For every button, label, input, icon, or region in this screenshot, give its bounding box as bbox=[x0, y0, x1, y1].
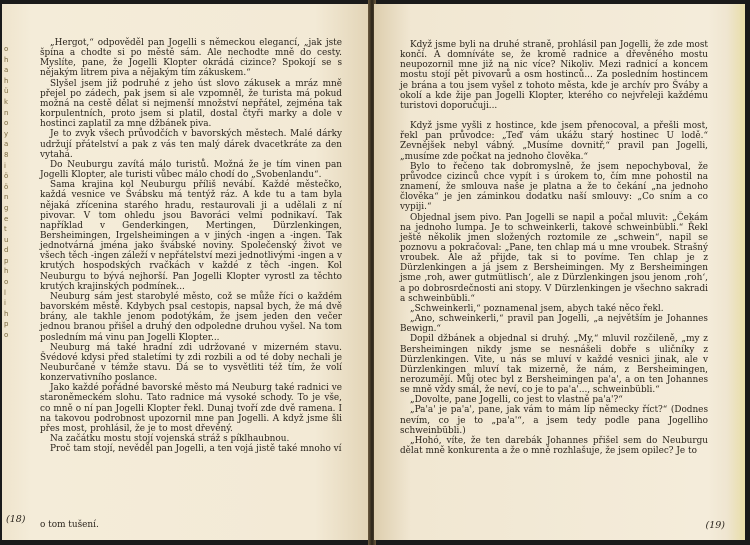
edge-letter: 8 bbox=[4, 150, 9, 159]
edge-letter: i bbox=[4, 161, 6, 170]
paragraph: Objednal jsem pivo. Pan Jogelli se napil a počal mluvit: „Čekám na jednoho lumpa. Je to schweinkerli, takové schweinbübli.“ Řekl ještě několik jmen složených roztomile ze „schwein“, napil se poznovu a pokračoval: „Pane, ten chlap má u mne vroubek. Strašný vroubek. Ale až přijde, tak si to povíme. Ten chlap je z Dürzlenkingen a já jsem z Bersheimingen. My z Bersheimingen jsme ‚roh, awer gutmütlisch‘, ale z Dürzlenkingen jsou jenom ‚roh‘, a po dobrosrdečnosti ani stopy. V Dürzlenkingen je všechno sakradi a schweinbübli.“ bbox=[400, 212, 708, 304]
paragraph: Slyšel jsem již podruhé z jeho úst slovo zákusek a mráz mně přejel po zádech, pak jsem si ale vzpomněl, že turista má pokud možná na cestě dělat si nejmenší množství nepřátel, zejména tak korpulentních, proto jsem si platil, dostal čtyři marky a dole v hostinci zaplatil za mne džbánek piva. bbox=[40, 78, 342, 130]
edge-letter: n bbox=[4, 193, 9, 202]
paragraph: Na začátku mostu stojí vojenská stráž s píklhaubnou. bbox=[50, 434, 290, 445]
paragraph: „Hohó, víte, že ten darebák Johannes přišel sem do Neuburgu dělat mně konkurenta a že o mně rozhlašuje, že jsem opilec? Je to bbox=[400, 435, 708, 457]
right-page bbox=[374, 4, 745, 540]
paragraph: „Pa'a' je pa'a', pane, jak vám to mám líp německy říct?“ (Dodnes nevím, co je to „pa'a'“, a jsem tedy podle pana Jogelliho schweinbübli.) bbox=[400, 405, 708, 436]
edge-letter: g bbox=[4, 203, 9, 212]
paragraph: Proč tam stojí, nevěděl pan Jogelli, a ten vojá jistě také mnoho ví bbox=[50, 444, 342, 455]
edge-letter: h bbox=[4, 309, 9, 318]
paragraph: Dopil džbánek a objednal si druhý. „My,“ mluvil rozčileně, „my z Bersheimingen nikdy jsme se nesnášeli dobře s uličníky z Dürzlenkingen. Vite, u nás se mluví v každé vesnici jinak, ale v Dürzlenkingen mluví tak mizerně, že nám, z Bersheimingen, nerozumějí. Můj otec byl z Bersheimingen pa'a', a on ten Johannes se mně vždy smál, že neví, co je to pa'a'..., schweinbübli.“ bbox=[400, 334, 708, 396]
edge-letter: h bbox=[4, 267, 9, 276]
paragraph: Do Neuburgu zavítá málo turistů. Možná že je tím vinen pan Jogelli Klopter, ale turisti vůbec málo chodí do „Svobenlandu“. bbox=[40, 159, 342, 181]
paragraph: „Schweinkerli,“ poznamenal jsem, abych také něco řekl. bbox=[410, 303, 664, 314]
right-page-text bbox=[400, 40, 708, 456]
edge-letter: a bbox=[4, 140, 9, 149]
left-page-text bbox=[40, 38, 342, 454]
edge-letter: o bbox=[4, 331, 9, 340]
paragraph: Neuburg sám jest starobylé město, což se může říci o každém bavorském městě. Kdybych psal cestopis, napsal bych, že má dvě brány, ale takhle jenom podotýkám, že jsem jeden den večer jednou branou přišel a druhý den odpoledne druhou vyšel. Na tom posledním má vinu pan Jogelli Klopter... bbox=[40, 291, 342, 343]
edge-letter: p bbox=[4, 320, 9, 329]
edge-letter: o bbox=[4, 119, 9, 128]
edge-letter: p bbox=[4, 256, 9, 265]
left-page-number: (18) bbox=[6, 514, 26, 525]
edge-letter: l bbox=[4, 288, 6, 297]
paragraph: Neuburg má také hradní zdi udržované v mizerném stavu. Švédové kdysi před staletími ty zdi rozbili a od té doby nechali je Neuburčané v témže stavu. Dá se to vysvětliti též tím, že volí konzervativního poslance. bbox=[40, 342, 342, 384]
previous-page-edge bbox=[4, 44, 12, 504]
edge-letter: d bbox=[4, 246, 9, 255]
edge-letter: o bbox=[4, 278, 9, 287]
paragraph: Bylo to řečeno tak dobromyslně, že jsem nepochyboval, že průvodce cizinců chce vypít i s úrokem to, čím mne pohostil na znamení, že smlouva naše je platna a že to čekání „na jednoho člověka“ je jen záminkou dodatku naší smlouvy: „Co sním a co vypiji.“ bbox=[400, 161, 708, 213]
paragraph: „Hergot,“ odpověděl pan Jogelli s německou elegancí, „jak jste špína a chodte si po městě sám. Ale nechodte mně do cesty. Myslíte, pane, že Jogelli Klopter okrádá cizince? Spokojí se s nějakým litrem piva a nějakým tím zákuskem.“ bbox=[40, 38, 342, 79]
edge-letter: y bbox=[4, 129, 9, 138]
edge-letter: e bbox=[4, 214, 9, 223]
left-page-last-line: o tom tušení. bbox=[40, 520, 99, 530]
paragraph: Sama krajina kol Neuburgu příliš nevábí. Každé městečko, každá vesnice ve Švábsku má tentýž ráz. A kde tu a tam byla nějaká zřícenina starého hradu, restaurovali ji a udělali z ní pivovar. V tom ohledu jsou Bavoráci velmi podnikaví. Tak například v Genderkingen, Mertingen, Dürzlenkingen, Bersheimingen, Irgelsheimingen a v jiných -ingen a -ingen. Tak jednotvárná jména jako švábské noviny. Společenský život ve všech těch -ingen záleží v nepřátelství mezi jednotlivými -ingen a v krutých hospodských rvačkách v každé z těch -ingen. Kol Neuburgu to bývá nejhorší. Pan Jogelli Klopter vyrostl za těchto krutých krajinských podmínek... bbox=[40, 180, 342, 292]
edge-letter: i bbox=[4, 299, 6, 308]
paragraph: Když jsme vyšli z hostince, kde jsem přenocoval, a přešli most, řekl pan průvodce: „Teď vám ukážu starý hostinec U lodě.“ Zevnějšek nebyl vábný. „Musíme dovnitř,“ pravil pan Jogelli, „musíme zde počkat na jednoho člověka.“ bbox=[400, 121, 708, 162]
edge-letter: n bbox=[4, 108, 9, 117]
edge-letter: h bbox=[4, 55, 9, 64]
paragraph: „Dovolte, pane Jogelli, co jest to vlastně pa'a'?“ bbox=[410, 395, 623, 406]
edge-letter: h bbox=[4, 76, 9, 85]
page-edge-shadow bbox=[727, 4, 745, 540]
edge-letter: o bbox=[4, 45, 9, 53]
paragraph: „Ano, schweinkerli,“ pravil pan Jogelli, „a největším je Johannes Bewign.“ bbox=[400, 314, 708, 335]
edge-letter: ö bbox=[4, 172, 9, 181]
edge-letter: u bbox=[4, 235, 9, 244]
edge-letter: t bbox=[4, 225, 7, 234]
edge-letter: k bbox=[4, 97, 9, 106]
right-page-number: (19) bbox=[705, 520, 725, 531]
paragraph: Je to zvyk všech průvodčích v bavorských městech. Malé dárky udržují přátelství a pak z vás ten malý dárek dvacetkráte za den vytahá. bbox=[40, 129, 342, 160]
paragraph: Jako každé pořádné bavorské město má Neuburg také radnici ve staroněmeckém slohu. Tato radnice má vysoké schody. To je vše, co mně o ní pan Jogelli Klopter řekl. Dunaj tvoří zde dvě ramena. I na takovou podrobnost upozornil mne pan Jogelli. A když jsme šli přes most, prohlásil, že je to most dřevěný. bbox=[40, 383, 342, 434]
edge-letter: a bbox=[4, 66, 9, 75]
edge-letter: ö bbox=[4, 182, 9, 191]
left-page bbox=[2, 4, 370, 540]
edge-letter: ü bbox=[4, 87, 9, 96]
paragraph: Když jsme byli na druhé straně, prohlásil pan Jogelli, že zde most končí. A domníváte se, že kromě radnice a dřevěného mostu neupozornil mne již na nic více? Nikoliv. Mezi radnicí a koncem mostu stojí pět pivovarů a osm hostinců... Za posledním hostincem je brána a tou jsem vyšel z tohoto města, kde je archív pro Šváby a okolí a kde žije pan Jogelli Klopter, kterého co nejvřeleji každému turistovi doporučuji... bbox=[400, 40, 708, 111]
